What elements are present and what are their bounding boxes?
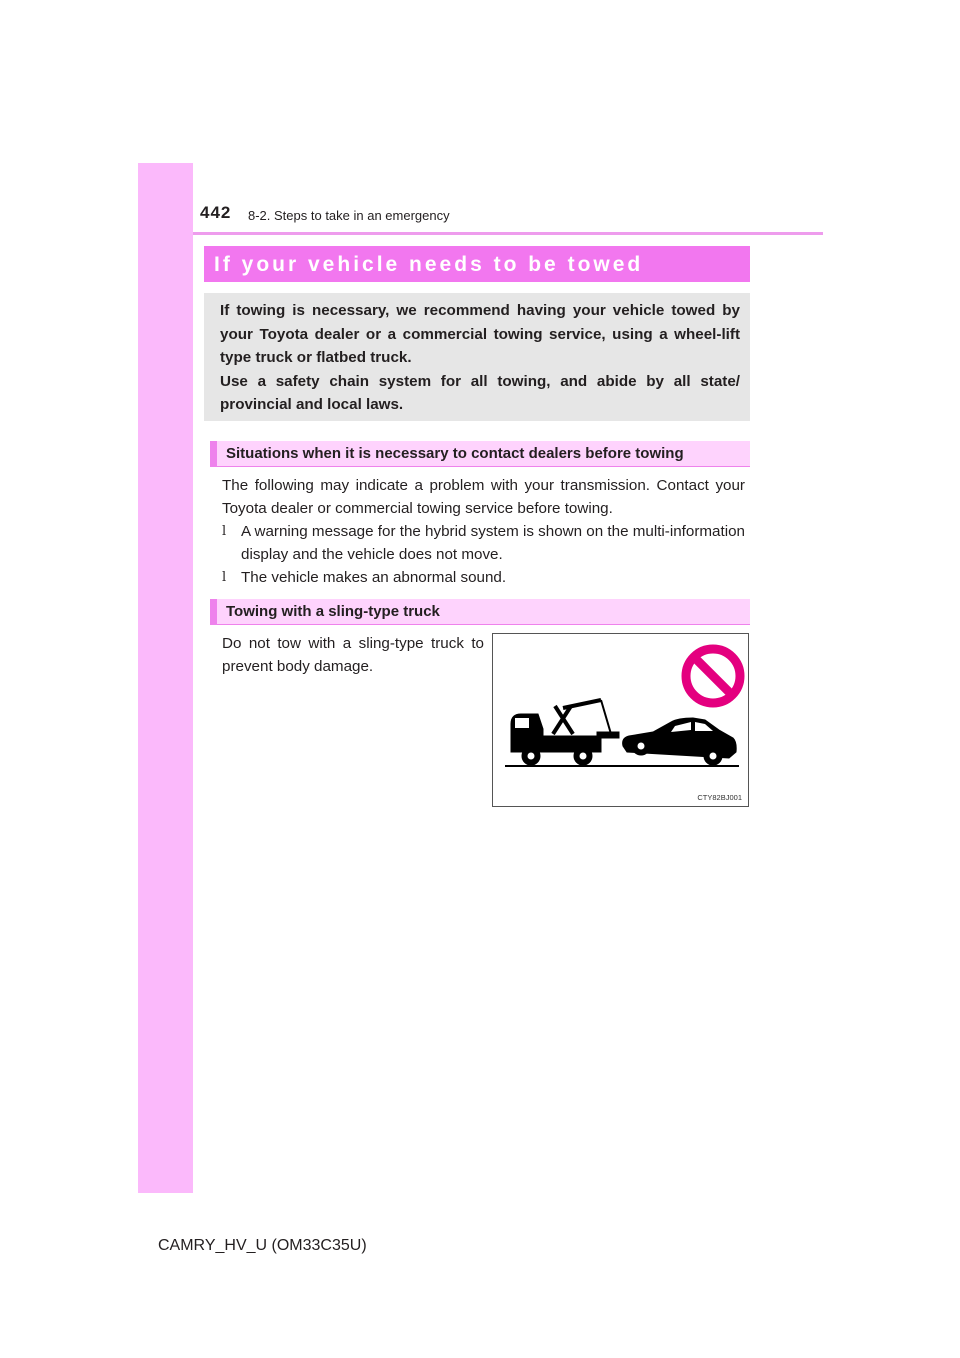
list-item-text: A warning message for the hybrid system is shown on the multi-information display and the vehicle does not move. bbox=[241, 523, 745, 563]
summary-paragraph: If towing is necessary, we recommend having your vehicle towed by your Toyota dealer or a commercial towing service, using a wheel-lift type truck or flatbed truck. bbox=[220, 302, 740, 366]
page-title-bar bbox=[204, 246, 750, 282]
page-number: 442 bbox=[200, 203, 232, 222]
towing-illustration bbox=[492, 633, 749, 807]
summary-box bbox=[204, 293, 750, 421]
sling-type-text: Do not tow with a sling-type truck to prevent body damage. bbox=[222, 635, 484, 675]
contact-dealers-body bbox=[222, 474, 745, 589]
header-divider bbox=[193, 232, 823, 235]
subheading-text: Situations when it is necessary to contact dealers before towing bbox=[226, 445, 684, 462]
list-item bbox=[222, 566, 745, 589]
page-title: If your vehicle needs to be towed bbox=[214, 253, 644, 276]
illustration-code: CTY82BJ001 bbox=[697, 793, 742, 802]
intro-paragraph: The following may indicate a problem with your transmission. Contact your Toyota dealer or commercial towing service before towing. bbox=[222, 477, 745, 517]
towing-illustration-drawing bbox=[493, 634, 750, 808]
summary-paragraph: Use a safety chain system for all towing, and abide by all state/ provincial and local laws. bbox=[220, 372, 740, 413]
section-reference: 8-2. Steps to take in an emergency bbox=[248, 208, 450, 223]
list-item bbox=[222, 520, 745, 566]
footer-model-code: CAMRY_HV_U (OM33C35U) bbox=[158, 1237, 367, 1254]
car-icon bbox=[623, 718, 737, 765]
prohibition-icon bbox=[686, 649, 740, 703]
subheading-contact-dealers bbox=[210, 441, 750, 467]
subheading-sling-type bbox=[210, 599, 750, 625]
bullet-icon: l bbox=[222, 524, 227, 539]
subheading-text: Towing with a sling-type truck bbox=[226, 603, 440, 620]
list-item-text: The vehicle makes an abnormal sound. bbox=[241, 569, 507, 586]
bullet-icon: l bbox=[222, 570, 227, 585]
tow-truck-icon bbox=[511, 700, 619, 765]
side-thumb-tab bbox=[138, 163, 193, 1193]
